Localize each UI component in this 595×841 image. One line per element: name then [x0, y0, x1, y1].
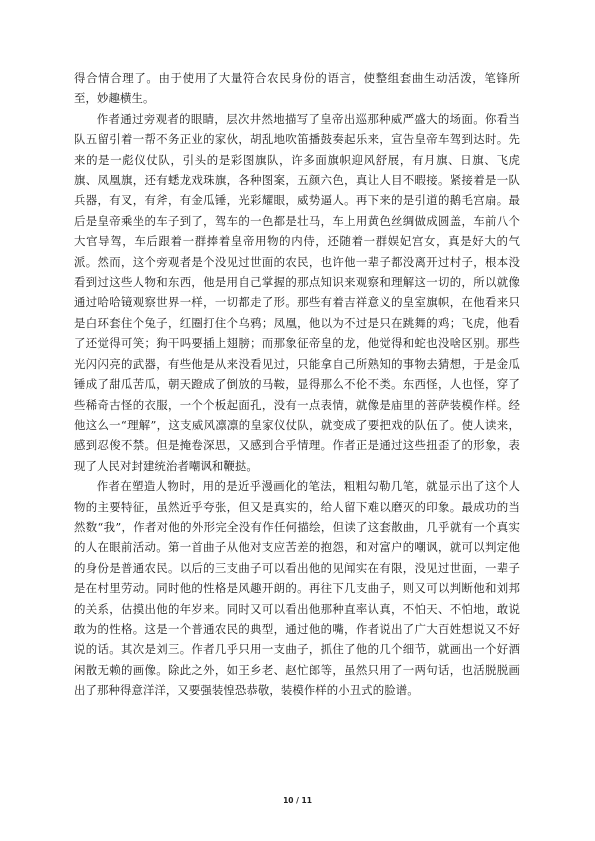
- page-number: 10 / 11: [283, 796, 312, 805]
- paragraph-characters: 作者在塑造人物时，用的是近乎漫画化的笔法，粗粗勾勒几笔，就显示出了这个人物的主要特征，虽然近乎夸张，但又是真实的，给人留下难以磨灭的印象。最成功的当然数“我”，作者对他的外形完全没有作任何描绘，但读了这套散曲，几乎就有一个真实的人在眼前活动。第一首曲子从他对支应苦差的抱怨，和对富户的嘲讽，就可以判定他的身份是普通农民。以后的三支曲子可以看出他的见闻实在有限，没见过世面，一辈子是在村里劳动。同时他的性格是风趣开朗的。再往下几支曲子，则又可以判断他和刘邦的关系，估摸出他的年岁来。同时又可以看出他那种直率认真，不怕天、不怕地，敢说敢为的性格。这是一个普通农民的典型，通过他的嘴，作者说出了广大百姓想说又不好说的话。其次是刘三。作者几乎只用一支曲子，抓住了他的几个细节，就画出一个好酒闲散无赖的画像。除此之外，如王乡老、赵忙郎等，虽然只用了一两句话，也活脱脱画出了那种得意洋洋，又要强装惶恐恭敬，装模作样的小丑式的脸谱。: [74, 479, 520, 698]
- document-body: [74, 68, 520, 701]
- paragraph-continuation: 得合情合理了。由于使用了大量符合农民身份的语言，使整组套曲生动活泼，笔锋所至，妙趣横生。: [74, 71, 520, 106]
- paragraph-procession: 作者通过旁观者的眼睛，层次井然地描写了皇帝出巡那种威严盛大的场面。你看当队五留引着一帮不务正业的家伙，胡乱地吹笛播鼓奏起乐来，宣告皇帝车驾到达时。先来的是一彪仪仗队，引头的是彩图旗队，许多面旗帜迎风舒展，有月旗、日旗、飞虎旗、凤凰旗，还有蟋龙戏珠旗，各种图案，五颜六色，真让人目不暇接。紧接着是一队兵器，有叉，有斧，有金瓜锤，光彩耀眼，威势逼人。再下来的是引道的鹅毛宫扇。最后是皇帝乘坐的车子到了，驾车的一色都是壮马，车上用黄色丝绸做成圆盖，车前八个大官导驾，车后跟着一群捧着皇帝用物的内侍，还随着一群娱妃宫女，真是好大的气派。然而，这个旁观者是个没见过世面的农民，也许他一辈子都没离开过村子，根本没看到过这些人物和东西，他是用自己掌握的那点知识来观察和理解这一切的，所以就像通过哈哈镜观察世界一样，一切都走了形。那些有着吉祥意义的皇室旗帜，在他看来只是白环套住个兔子，红圈打住个乌鸦；凤凰，他以为不过是只在跳舞的鸡；飞虎，他看了还觉得可笑；狗干吗要插上翅膀；而那象征帝皇的龙，他觉得和蛇也没啥区别。那些光闪闪亮的武器，有些他是从来没看见过，只能拿自己所熟知的事物去猜想，于是金瓜锤成了甜瓜苦瓜，朝天蹬成了倒放的马鞍，显得那么不伦不类。东西怪，人也怪，穿了些稀奇古怪的衣服，一个个板起面孔，没有一点表情，就像是庙里的菩萨装模作样。经他这么一“理解”，这支威风凛凛的皇家仪仗队，就变成了要把戏的队伍了。使人读来，感到忍俊不禁。但是掩卷深思，又感到合乎情理。作者正是通过这些扭歪了的形象，表现了人民对封建统治者嘲讽和鞭挞。: [74, 111, 520, 473]
